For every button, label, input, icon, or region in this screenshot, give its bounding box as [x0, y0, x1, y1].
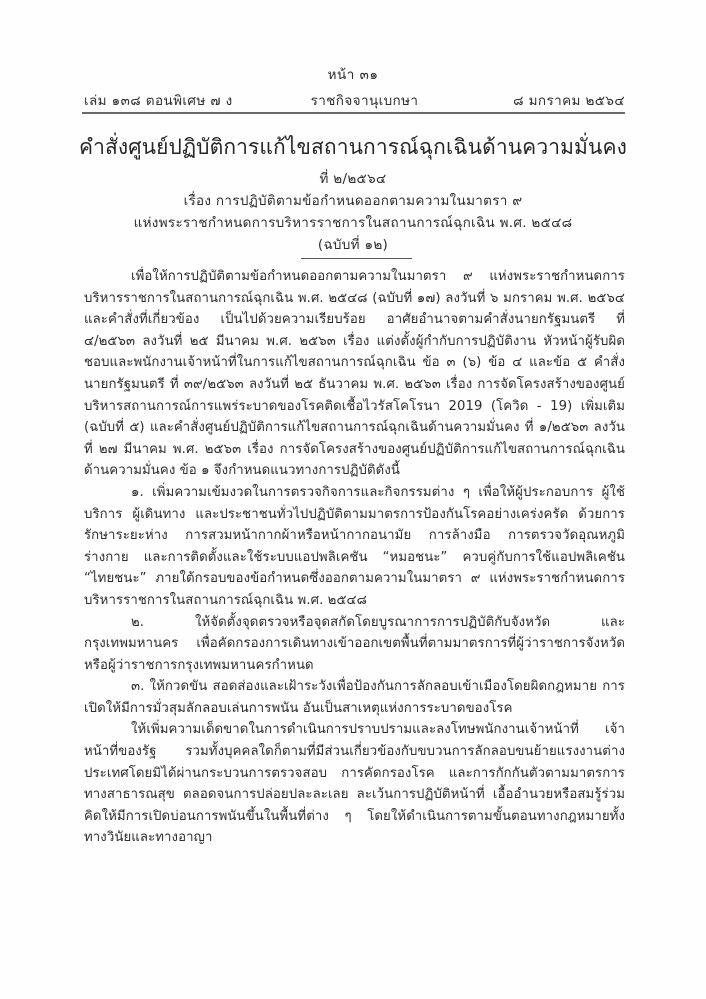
gazette-header — [84, 89, 625, 109]
publication-date: ๘ มกราคม ๒๕๖๔ — [513, 93, 625, 109]
volume-issue: เล่ม ๑๓๘ ตอนพิเศษ ๗ ง — [84, 93, 233, 109]
enforcement-paragraph: ให้เพิ่มความเด็ดขาดในการดำเนินการปราบปรามและลงโทษพนักงานเจ้าหน้าที่ เจ้าหน้าที่ของรัฐ รวมทั้งบุคคลใดก็ตามที่มีส่วนเกี่ยวข้องกับขบวนการลักลอบขนย้ายแรงงานต่างประเทศโดยมิได้ผ่านกระบวนการตรวจสอบ การคัดกรองโรค และการกักกันตัวตามมาตรการทางสาธารณสุข ตลอดจนการปล่อยปละละเลย ละเว้นการปฏิบัติหน้าที่ เอื้ออำนวยหรือสมรู้ร่วมคิดให้มีการเปิดบ่อนการพนันขึ้นในพื้นที่ต่าง ๆ โดยให้ดำเนินการตามขั้นตอนทางกฎหมายทั้งทางวินัยและทางอาญา — [84, 722, 625, 846]
preamble-paragraph: เพื่อให้การปฏิบัติตามข้อกำหนดออกตามความในมาตรา ๙ แห่งพระราชกำหนดการบริหารราชการในสถานการณ์ฉุกเฉิน พ.ศ. ๒๕๔๘ (ฉบับที่ ๑๗) ลงวันที่ ๖ มกราคม พ.ศ. ๒๕๖๔ และคำสั่งที่เกี่ยวข้อง เป็นไปด้วยความเรียบร้อย อาศัยอำนาจตามคำสั่งนายกรัฐมนตรี ที่ ๔/๒๕๖๓ ลงวันที่ ๒๕ มีนาคม พ.ศ. ๒๕๖๓ เรื่อง แต่งตั้งผู้กำกับการปฏิบัติงาน หัวหน้าผู้รับผิดชอบและพนักงานเจ้าหน้าที่ในการแก้ไขสถานการณ์ฉุกเฉิน ข้อ ๓ (๖) ข้อ ๔ และข้อ ๕ คำสั่งนายกรัฐมนตรี ที่ ๓๙/๒๕๖๓ ลงวันที่ ๒๕ ธันวาคม พ.ศ. ๒๕๖๓ เรื่อง การจัดโครงสร้างของศูนย์บริหารสถานการณ์การแพร่ระบาดของโรคติดเชื้อไวรัสโคโรนา 2019 (โควิด - 19) เพิ่มเติม (ฉบับที่ ๕) และคำสั่งศูนย์ปฏิบัติการแก้ไขสถานการณ์ฉุกเฉินด้านความมั่นคง ที่ ๑/๒๕๖๓ ลงวันที่ ๒๗ มีนาคม พ.ศ. ๒๕๖๓ เรื่อง การจัดโครงสร้างของศูนย์ปฏิบัติการแก้ไขสถานการณ์ฉุกเฉินด้านความมั่นคง ข้อ ๑ จึงกำหนดแนวทางการปฏิบัติดังนี้ — [84, 269, 625, 479]
document-title: คำสั่งศูนย์ปฏิบัติการแก้ไขสถานการณ์ฉุกเฉินด้านความมั่นคง — [79, 135, 627, 159]
clause-2-paragraph: ๒. ให้จัดตั้งจุดตรวจหรือจุดสกัดโดยบูรณาการการปฏิบัติกับจังหวัด และกรุงเทพมหานคร เพื่อคัดกรองการเดินทางเข้าออกเขตพื้นที่ตามมาตรการที่ผู้ว่าราชการจังหวัด หรือผู้ว่าราชการกรุงเทพมหานครกำหนด — [84, 614, 625, 673]
order-number: ที่ ๒/๒๕๖๔ — [319, 171, 387, 187]
document-body — [84, 266, 625, 849]
page-number: หน้า ๓๑ — [327, 67, 379, 83]
subject-line-1: เรื่อง การปฏิบัติตามข้อกำหนดออกตามความในมาตรา ๙ — [183, 193, 523, 209]
header-divider — [82, 112, 625, 114]
edition-number: (ฉบับที่ ๑๒) — [317, 237, 389, 253]
subject-line-2: แห่งพระราชกำหนดการบริหารราชการในสถานการณ์ฉุกเฉิน พ.ศ. ๒๕๔๘ — [133, 215, 573, 231]
clause-1-paragraph: ๑. เพิ่มความเข้มงวดในการตรวจกิจการและกิจกรรมต่าง ๆ เพื่อให้ผู้ประกอบการ ผู้ใช้บริการ ผู้เดินทาง และประชาชนทั่วไปปฏิบัติตามมาตรการป้องกันโรคอย่างเคร่งครัด ด้วยการรักษาระยะห่าง การสวมหน้ากากผ้าหรือหน้ากากอนามัย การล้างมือ การตรวจวัดอุณหภูมิร่างกาย และการติดตั้งและใช้ระบบแอปพลิเคชัน “หมอชนะ” ควบคู่กับการใช้แอปพลิเคชัน “ไทยชนะ” ภายใต้กรอบของข้อกำหนดซึ่งออกตามความในมาตรา ๙ แห่งพระราชกำหนดการบริหารราชการในสถานการณ์ฉุกเฉิน พ.ศ. ๒๕๔๘ — [84, 484, 625, 608]
gazette-name: ราชกิจจานุเบกษา — [310, 93, 419, 109]
clause-3-paragraph: ๓. ให้กวดขัน สอดส่องและเฝ้าระวังเพื่อป้องกันการลักลอบเข้าเมืองโดยผิดกฎหมาย การเปิดให้มีการมั่วสุมลักลอบเล่นการพนัน อันเป็นสาเหตุแห่งการระบาดของโรค — [84, 679, 625, 716]
title-divider — [301, 258, 412, 259]
